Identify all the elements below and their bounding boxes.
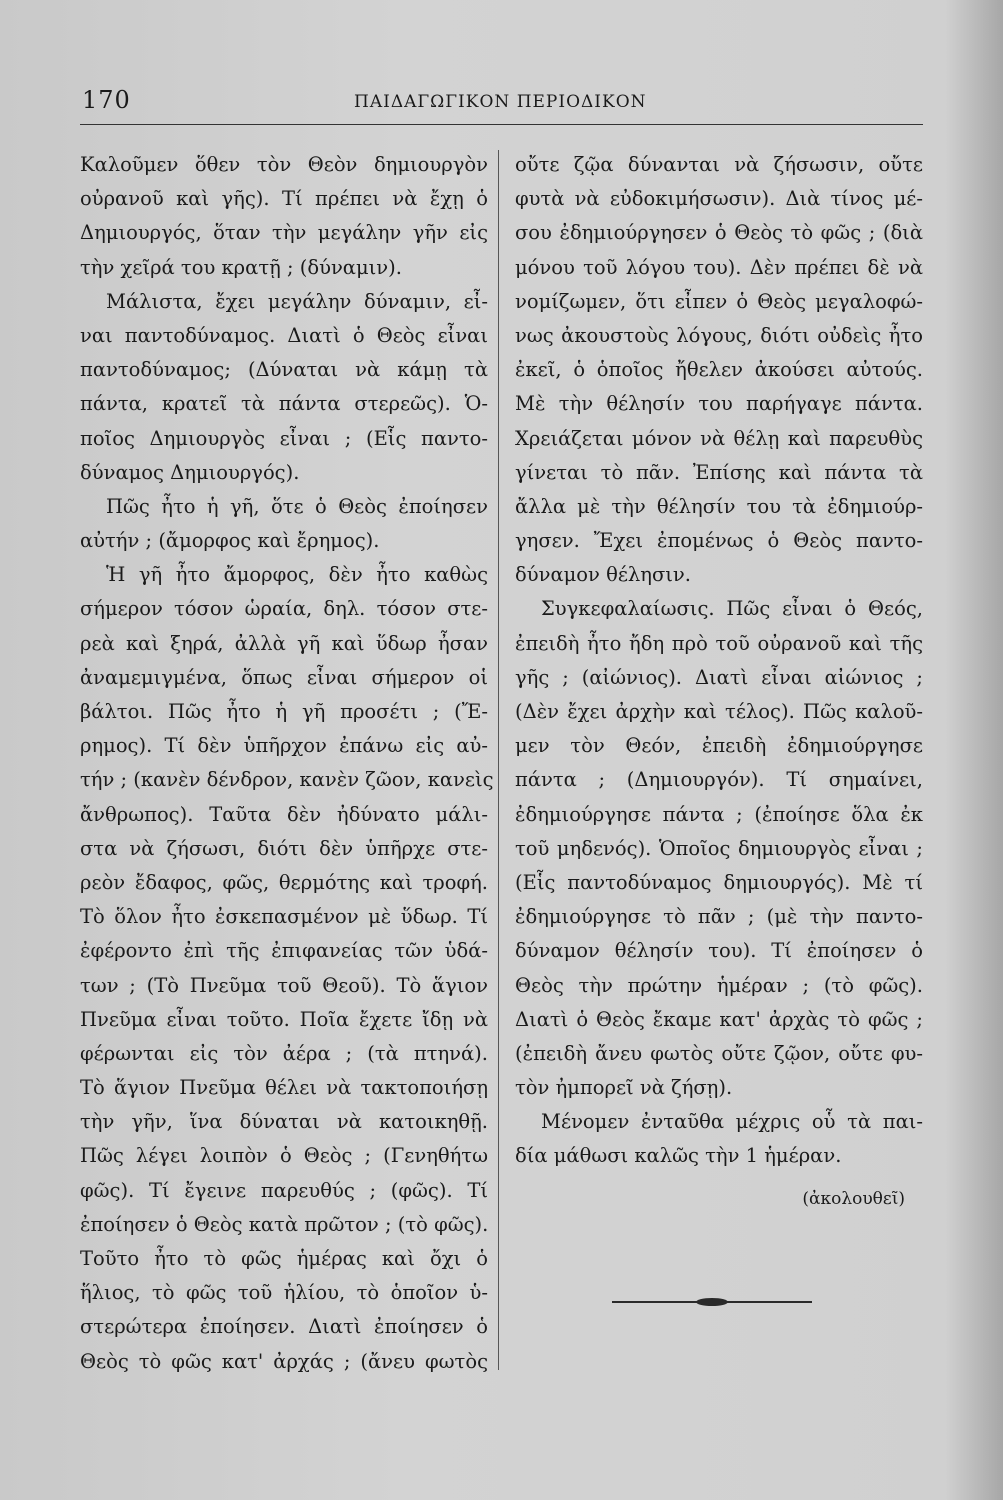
text-line: Τὸ ἅγιον Πνεῦμα θέλει νὰ τακτοποιήσῃ (80, 1076, 488, 1100)
text-line: Συγκεφαλαίωσις. Πῶς εἶναι ὁ Θεός, (541, 597, 923, 621)
text-line: ἐπειδὴ ἦτο ἤδη πρὸ τοῦ οὐρανοῦ καὶ τῆς (515, 631, 923, 655)
text-line: ἐδημιούργησε τὸ πᾶν ; (μὲ τὴν παντο- (515, 905, 923, 929)
text-line: Μάλιστα, ἔχει μεγάλην δύναμιν, εἶ- (106, 289, 488, 313)
text-line: (ἐπειδὴ ἄνευ φωτὸς οὔτε ζῷον, οὔτε φυ- (515, 1041, 923, 1065)
text-line: Τοῦτο ἦτο τὸ φῶς ἡμέρας καὶ ὄχι ὁ (80, 1247, 488, 1270)
text-line: ἐφέροντο ἐπὶ τῆς ἐπιφανείας τῶν ὑδά- (80, 939, 488, 963)
text-line: δύναμον θέλησιν. (515, 563, 691, 587)
text-line: Διατὶ ὁ Θεὸς ἔκαμε κατ' ἀρχὰς τὸ φῶς ; (515, 1007, 923, 1031)
text-line: ἄνθρωπος). Ταῦτα δὲν ἠδύνατο μάλι- (80, 802, 488, 826)
text-line: μόνου τοῦ λόγου του). Δὲν πρέπει δὲ νὰ (515, 255, 923, 279)
text-line: ἐποίησεν ὁ Θεὸς κατὰ πρῶτον ; (τὸ φῶς). (80, 1212, 489, 1236)
text-line: Χρειάζεται μόνον νὰ θέλῃ καὶ παρευθὺς (515, 426, 923, 450)
text-line: Πῶς λέγει λοιπὸν ὁ Θεὸς ; (Γενηθήτω (80, 1144, 488, 1168)
text-line: στα νὰ ζήσωσι, διότι δὲν ὑπῆρχε στε- (80, 836, 488, 860)
text-line: πάντα, κρατεῖ τὰ πάντα στερεῶς). Ὁ- (80, 392, 488, 416)
text-line: τὸν ἠμπορεῖ νὰ ζήσῃ). (515, 1076, 733, 1100)
text-line: των ; (Τὸ Πνεῦμα τοῦ Θεοῦ). Τὸ ἅγιον (80, 973, 488, 997)
text-line: τοῦ μηδενός). Ὁποῖος δημιουργὸς εἶναι ; (515, 836, 923, 860)
header-rule (80, 124, 923, 125)
text-line: (Δὲν ἔχει ἀρχὴν καὶ τέλος). Πῶς καλοῦ- (515, 700, 923, 723)
text-line: νομίζωμεν, ὅτι εἶπεν ὁ Θεὸς μεγαλοφώ- (515, 289, 923, 313)
text-line: νως ἀκουστοὺς λόγους, διότι οὐδεὶς ἦτο (515, 323, 923, 347)
right-column (515, 148, 923, 1216)
text-line: Δημιουργός, ὅταν τὴν μεγάλην γῆν εἰς (80, 221, 488, 245)
text-line: τὴν γῆν, ἵνα δύναται νὰ κατοικηθῇ. (80, 1110, 488, 1134)
text-line: δύναμος Δημιουργός). (80, 460, 300, 484)
text-line: οὔτε ζῷα δύνανται νὰ ζήσωσιν, οὔτε (515, 153, 923, 176)
text-line: γίνεται τὸ πᾶν. Ἐπίσης καὶ πάντα τὰ (515, 460, 923, 484)
text-line: Τὸ ὅλον ἦτο ἐσκεπασμένον μὲ ὕδωρ. Τί (80, 905, 488, 929)
text-line: ποῖος Δημιουργὸς εἶναι ; (Εἷς παντο- (80, 426, 488, 450)
left-column (80, 148, 494, 1379)
text-line: φυτὰ νὰ εὐδοκιμήσωσιν). Διὰ τίνος μέ- (515, 187, 923, 211)
text-line: οὐρανοῦ καὶ γῆς). Τί πρέπει νὰ ἔχῃ ὁ (80, 187, 488, 211)
text-line: ἐδημιούργησε πάντα ; (ἐποίησε ὅλα ἐκ (515, 802, 923, 826)
text-line: ρεὰ καὶ ξηρά, ἀλλὰ γῆ καὶ ὕδωρ ἦσαν (80, 631, 488, 655)
text-line: ρεὸν ἔδαφος, φῶς, θερμότης καὶ τροφή. (80, 870, 488, 894)
text-line: ἥλιος, τὸ φῶς τοῦ ἡλίου, τὸ ὁποῖον ὑ- (80, 1281, 488, 1305)
text-line: τήν ; (κανὲν δένδρον, κανὲν ζῶον, κανεὶς (80, 768, 494, 792)
text-line: σου ἐδημιούργησεν ὁ Θεὸς τὸ φῶς ; (διὰ (515, 221, 923, 245)
text-line: Μένομεν ἐνταῦθα μέχρις οὗ τὰ παι- (541, 1110, 923, 1134)
text-line: ρημος). Τί δὲν ὑπῆρχον ἐπάνω εἰς αὐ- (80, 734, 488, 758)
text-line: πάντα ; (Δημιουργόν). Τί σημαίνει, (515, 768, 923, 792)
text-line: στερώτερα ἐποίησεν. Διατὶ ἐποίησεν ὁ (80, 1315, 488, 1339)
text-line: Μὲ τὴν θέλησίν του παρήγαγε πάντα. (515, 392, 923, 416)
running-head: ΠΑΙΔΑΓΩΓΙΚΟΝ ΠΕΡΙΟΔΙΚΟΝ (354, 92, 647, 112)
text-line: ἀναμεμιγμένα, ὅπως εἶναι σήμερον οἱ (80, 665, 488, 689)
text-line: γησεν. Ἔχει ἐπομένως ὁ Θεὸς παντο- (515, 529, 923, 553)
text-line: αὐτήν ; (ἄμορφος καὶ ἔρημος). (80, 529, 380, 553)
text-line: Πνεῦμα εἶναι τοῦτο. Ποῖα ἔχετε ἴδῃ νὰ (80, 1007, 488, 1031)
text-line: σήμερον τόσον ὡραία, δηλ. τόσον στε- (80, 597, 488, 621)
text-line: Πῶς ἦτο ἡ γῆ, ὅτε ὁ Θεὸς ἐποίησεν (106, 494, 488, 518)
text-line: γῆς ; (αἰώνιος). Διατὶ εἶναι αἰώνιος ; (515, 665, 923, 689)
text-line: τὴν χεῖρά του κρατῇ ; (δύναμιν). (80, 255, 402, 279)
text-line: δία μάθωσι καλῶς τὴν 1 ἡμέραν. (515, 1144, 842, 1168)
text-line: Καλοῦμεν ὅθεν τὸν Θεὸν δημιουργὸν (80, 153, 488, 176)
page-number: 170 (82, 86, 131, 114)
page-spine-shadow (945, 0, 1003, 1500)
text-line: φῶς). Τί ἔγεινε παρευθύς ; (φῶς). Τί (80, 1178, 488, 1202)
column-divider (498, 150, 499, 1370)
text-line: (Εἷς παντοδύναμος δημιουργός). Μὲ τί (515, 870, 923, 894)
text-line: ἐκεῖ, ὁ ὁποῖος ἤθελεν ἀκούσει αὐτούς. (515, 358, 923, 382)
signoff-to-be-continued: (ἀκολουθεῖ) (802, 1188, 905, 1209)
text-line: ναι παντοδύναμος. Διατὶ ὁ Θεὸς εἶναι (80, 323, 488, 347)
end-ornament-rule (612, 1301, 812, 1303)
text-line: παντοδύναμος; (Δύναται νὰ κάμῃ τὰ (80, 358, 488, 382)
text-line: Θεὸς τὴν πρώτην ἡμέραν ; (τὸ φῶς). (515, 973, 923, 997)
text-line: μεν τὸν Θεόν, ἐπειδὴ ἐδημιούργησε (515, 734, 923, 758)
text-line: Θεὸς τὸ φῶς κατ' ἀρχάς ; (ἄνευ φωτὸς (80, 1349, 488, 1373)
text-line: Ἡ γῆ ἦτο ἄμορφος, δὲν ἦτο καθὼς (106, 563, 488, 587)
text-line: βάλτοι. Πῶς ἦτο ἡ γῆ προσέτι ; (Ἔ- (80, 700, 488, 723)
text-line: δύναμον θέλησίν του). Τί ἐποίησεν ὁ (515, 939, 923, 963)
text-line: φέρωνται εἰς τὸν ἀέρα ; (τὰ πτηνά). (80, 1041, 488, 1065)
text-line: ἄλλα μὲ τὴν θέλησίν του τὰ ἐδημιούρ- (515, 494, 923, 518)
